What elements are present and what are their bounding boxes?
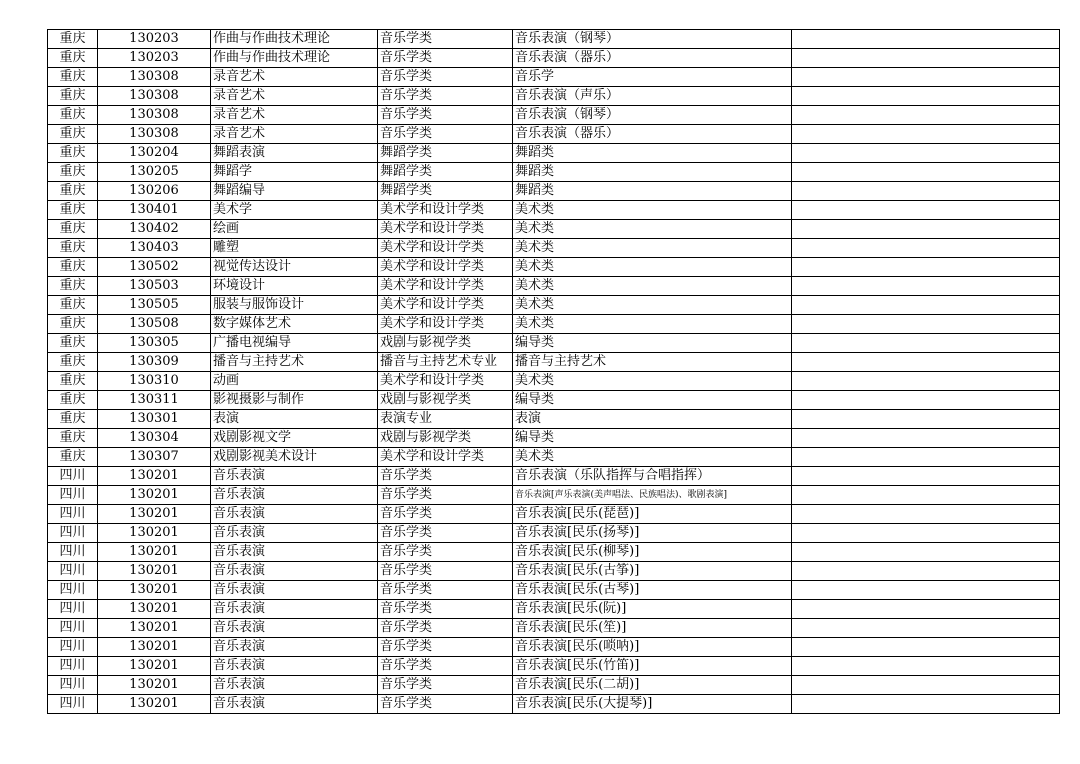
note-cell	[792, 505, 1060, 524]
province-cell: 重庆	[48, 296, 98, 315]
province-cell: 重庆	[48, 106, 98, 125]
note-cell	[792, 220, 1060, 239]
exam-type-cell: 音乐表演[民乐(二胡)]	[513, 676, 792, 695]
exam-type-cell: 编导类	[513, 391, 792, 410]
exam-type-cell: 音乐表演[民乐(柳琴)]	[513, 543, 792, 562]
major-cell: 作曲与作曲技术理论	[211, 30, 378, 49]
exam-type-cell: 音乐表演（钢琴）	[513, 30, 792, 49]
province-cell: 重庆	[48, 30, 98, 49]
code-cell: 130311	[98, 391, 211, 410]
category-cell: 音乐学类	[378, 657, 513, 676]
note-cell	[792, 429, 1060, 448]
province-cell: 四川	[48, 486, 98, 505]
province-cell: 重庆	[48, 201, 98, 220]
code-cell: 130301	[98, 410, 211, 429]
table-row	[48, 676, 1060, 695]
major-cell: 音乐表演	[211, 486, 378, 505]
code-cell: 130206	[98, 182, 211, 201]
table-row	[48, 410, 1060, 429]
major-cell: 作曲与作曲技术理论	[211, 49, 378, 68]
code-cell: 130402	[98, 220, 211, 239]
major-cell: 美术学	[211, 201, 378, 220]
exam-type-cell: 音乐表演[民乐(大提琴)]	[513, 695, 792, 714]
province-cell: 四川	[48, 581, 98, 600]
code-cell: 130503	[98, 277, 211, 296]
exam-type-cell: 美术类	[513, 201, 792, 220]
exam-type-cell: 编导类	[513, 429, 792, 448]
major-cell: 音乐表演	[211, 543, 378, 562]
table-row	[48, 391, 1060, 410]
code-cell: 130308	[98, 125, 211, 144]
exam-type-cell: 美术类	[513, 277, 792, 296]
note-cell	[792, 258, 1060, 277]
code-cell: 130203	[98, 49, 211, 68]
province-cell: 四川	[48, 676, 98, 695]
province-cell: 重庆	[48, 429, 98, 448]
province-cell: 重庆	[48, 125, 98, 144]
category-cell: 音乐学类	[378, 467, 513, 486]
exam-type-cell: 音乐表演（钢琴）	[513, 106, 792, 125]
code-cell: 130308	[98, 87, 211, 106]
category-cell: 音乐学类	[378, 49, 513, 68]
category-cell: 播音与主持艺术专业	[378, 353, 513, 372]
major-cell: 雕塑	[211, 239, 378, 258]
major-cell: 音乐表演	[211, 695, 378, 714]
province-cell: 重庆	[48, 277, 98, 296]
table-row	[48, 619, 1060, 638]
note-cell	[792, 68, 1060, 87]
category-cell: 美术学和设计学类	[378, 372, 513, 391]
table-row	[48, 220, 1060, 239]
major-cell: 舞蹈表演	[211, 144, 378, 163]
table-row	[48, 581, 1060, 600]
table-row	[48, 87, 1060, 106]
category-cell: 音乐学类	[378, 638, 513, 657]
category-cell: 音乐学类	[378, 30, 513, 49]
table-row	[48, 486, 1060, 505]
code-cell: 130403	[98, 239, 211, 258]
province-cell: 重庆	[48, 68, 98, 87]
exam-type-cell: 舞蹈类	[513, 182, 792, 201]
table-row	[48, 163, 1060, 182]
table-row	[48, 429, 1060, 448]
category-cell: 美术学和设计学类	[378, 239, 513, 258]
exam-type-cell: 音乐表演[民乐(阮)]	[513, 600, 792, 619]
note-cell	[792, 144, 1060, 163]
note-cell	[792, 467, 1060, 486]
table-row	[48, 125, 1060, 144]
table-row	[48, 695, 1060, 714]
exam-type-cell: 音乐表演[民乐(古筝)]	[513, 562, 792, 581]
category-cell: 音乐学类	[378, 125, 513, 144]
category-cell: 舞蹈学类	[378, 163, 513, 182]
exam-type-cell: 音乐表演[民乐(扬琴)]	[513, 524, 792, 543]
province-cell: 重庆	[48, 220, 98, 239]
table-row	[48, 467, 1060, 486]
table-row	[48, 638, 1060, 657]
category-cell: 美术学和设计学类	[378, 220, 513, 239]
category-cell: 戏剧与影视学类	[378, 334, 513, 353]
note-cell	[792, 163, 1060, 182]
table-row	[48, 258, 1060, 277]
code-cell: 130508	[98, 315, 211, 334]
exam-type-cell: 音乐表演[声乐表演(美声唱法、民族唱法)、歌剧表演]	[513, 486, 792, 505]
note-cell	[792, 201, 1060, 220]
code-cell: 130309	[98, 353, 211, 372]
province-cell: 重庆	[48, 163, 98, 182]
note-cell	[792, 410, 1060, 429]
exam-type-cell: 舞蹈类	[513, 163, 792, 182]
major-cell: 表演	[211, 410, 378, 429]
table-row	[48, 657, 1060, 676]
province-cell: 四川	[48, 619, 98, 638]
major-cell: 录音艺术	[211, 87, 378, 106]
table-row	[48, 277, 1060, 296]
province-cell: 重庆	[48, 448, 98, 467]
major-cell: 音乐表演	[211, 524, 378, 543]
category-cell: 音乐学类	[378, 543, 513, 562]
province-cell: 重庆	[48, 144, 98, 163]
category-cell: 戏剧与影视学类	[378, 391, 513, 410]
table-row	[48, 201, 1060, 220]
category-cell: 美术学和设计学类	[378, 448, 513, 467]
category-cell: 音乐学类	[378, 505, 513, 524]
note-cell	[792, 543, 1060, 562]
table-row	[48, 182, 1060, 201]
category-cell: 音乐学类	[378, 600, 513, 619]
major-cell: 录音艺术	[211, 125, 378, 144]
exam-type-cell: 表演	[513, 410, 792, 429]
note-cell	[792, 315, 1060, 334]
exam-type-cell: 音乐学	[513, 68, 792, 87]
major-cell: 服装与服饰设计	[211, 296, 378, 315]
note-cell	[792, 296, 1060, 315]
table-row	[48, 524, 1060, 543]
major-cell: 音乐表演	[211, 638, 378, 657]
code-cell: 130307	[98, 448, 211, 467]
exam-type-cell: 美术类	[513, 296, 792, 315]
category-cell: 舞蹈学类	[378, 182, 513, 201]
note-cell	[792, 277, 1060, 296]
major-cell: 戏剧影视美术设计	[211, 448, 378, 467]
category-cell: 音乐学类	[378, 695, 513, 714]
note-cell	[792, 182, 1060, 201]
exam-type-cell: 音乐表演[民乐(古琴)]	[513, 581, 792, 600]
note-cell	[792, 30, 1060, 49]
code-cell: 130201	[98, 657, 211, 676]
category-cell: 美术学和设计学类	[378, 296, 513, 315]
major-cell: 音乐表演	[211, 505, 378, 524]
category-cell: 美术学和设计学类	[378, 277, 513, 296]
code-cell: 130308	[98, 68, 211, 87]
code-cell: 130304	[98, 429, 211, 448]
exam-type-cell: 音乐表演（器乐）	[513, 125, 792, 144]
note-cell	[792, 676, 1060, 695]
exam-type-cell: 美术类	[513, 239, 792, 258]
table-body	[48, 30, 1060, 714]
exam-type-cell: 美术类	[513, 372, 792, 391]
category-cell: 表演专业	[378, 410, 513, 429]
table-row	[48, 106, 1060, 125]
exam-type-cell: 音乐表演[民乐(竹笛)]	[513, 657, 792, 676]
note-cell	[792, 695, 1060, 714]
table-row	[48, 30, 1060, 49]
exam-type-cell: 音乐表演[民乐(笙)]	[513, 619, 792, 638]
table-row	[48, 239, 1060, 258]
province-cell: 四川	[48, 638, 98, 657]
table-row	[48, 315, 1060, 334]
table-row	[48, 334, 1060, 353]
province-cell: 四川	[48, 524, 98, 543]
data-table	[47, 29, 1060, 714]
major-cell: 音乐表演	[211, 657, 378, 676]
province-cell: 四川	[48, 467, 98, 486]
major-cell: 音乐表演	[211, 619, 378, 638]
exam-type-cell: 舞蹈类	[513, 144, 792, 163]
province-cell: 重庆	[48, 372, 98, 391]
note-cell	[792, 391, 1060, 410]
province-cell: 四川	[48, 505, 98, 524]
province-cell: 四川	[48, 695, 98, 714]
note-cell	[792, 125, 1060, 144]
major-cell: 录音艺术	[211, 106, 378, 125]
major-cell: 广播电视编导	[211, 334, 378, 353]
province-cell: 重庆	[48, 49, 98, 68]
province-cell: 重庆	[48, 353, 98, 372]
code-cell: 130310	[98, 372, 211, 391]
major-cell: 舞蹈学	[211, 163, 378, 182]
note-cell	[792, 353, 1060, 372]
code-cell: 130203	[98, 30, 211, 49]
code-cell: 130205	[98, 163, 211, 182]
table-row	[48, 448, 1060, 467]
code-cell: 130305	[98, 334, 211, 353]
code-cell: 130201	[98, 505, 211, 524]
major-cell: 播音与主持艺术	[211, 353, 378, 372]
note-cell	[792, 106, 1060, 125]
code-cell: 130308	[98, 106, 211, 125]
table-row	[48, 372, 1060, 391]
table-row	[48, 296, 1060, 315]
major-cell: 戏剧影视文学	[211, 429, 378, 448]
exam-type-cell: 美术类	[513, 258, 792, 277]
category-cell: 舞蹈学类	[378, 144, 513, 163]
code-cell: 130502	[98, 258, 211, 277]
exam-type-cell: 美术类	[513, 220, 792, 239]
exam-type-cell: 美术类	[513, 315, 792, 334]
exam-type-cell: 音乐表演（乐队指挥与合唱指挥）	[513, 467, 792, 486]
major-cell: 音乐表演	[211, 676, 378, 695]
code-cell: 130201	[98, 486, 211, 505]
table-row	[48, 600, 1060, 619]
major-cell: 数字媒体艺术	[211, 315, 378, 334]
note-cell	[792, 638, 1060, 657]
major-cell: 音乐表演	[211, 562, 378, 581]
code-cell: 130201	[98, 600, 211, 619]
province-cell: 四川	[48, 657, 98, 676]
province-cell: 重庆	[48, 391, 98, 410]
code-cell: 130201	[98, 524, 211, 543]
note-cell	[792, 239, 1060, 258]
category-cell: 音乐学类	[378, 486, 513, 505]
exam-type-cell: 音乐表演（器乐）	[513, 49, 792, 68]
major-cell: 音乐表演	[211, 600, 378, 619]
category-cell: 音乐学类	[378, 562, 513, 581]
code-cell: 130201	[98, 619, 211, 638]
major-cell: 音乐表演	[211, 581, 378, 600]
exam-type-cell: 播音与主持艺术	[513, 353, 792, 372]
province-cell: 重庆	[48, 182, 98, 201]
note-cell	[792, 562, 1060, 581]
note-cell	[792, 619, 1060, 638]
category-cell: 音乐学类	[378, 106, 513, 125]
major-cell: 绘画	[211, 220, 378, 239]
province-cell: 重庆	[48, 258, 98, 277]
category-cell: 音乐学类	[378, 87, 513, 106]
exam-type-cell: 音乐表演（声乐）	[513, 87, 792, 106]
province-cell: 重庆	[48, 334, 98, 353]
province-cell: 四川	[48, 600, 98, 619]
province-cell: 四川	[48, 543, 98, 562]
table-row	[48, 543, 1060, 562]
code-cell: 130201	[98, 638, 211, 657]
note-cell	[792, 486, 1060, 505]
code-cell: 130201	[98, 676, 211, 695]
table-row	[48, 144, 1060, 163]
category-cell: 美术学和设计学类	[378, 315, 513, 334]
category-cell: 美术学和设计学类	[378, 201, 513, 220]
category-cell: 音乐学类	[378, 676, 513, 695]
exam-type-cell: 音乐表演[民乐(唢呐)]	[513, 638, 792, 657]
major-cell: 视觉传达设计	[211, 258, 378, 277]
note-cell	[792, 87, 1060, 106]
table-row	[48, 353, 1060, 372]
note-cell	[792, 524, 1060, 543]
table-row	[48, 562, 1060, 581]
code-cell: 130401	[98, 201, 211, 220]
code-cell: 130201	[98, 543, 211, 562]
province-cell: 重庆	[48, 239, 98, 258]
major-cell: 舞蹈编导	[211, 182, 378, 201]
category-cell: 音乐学类	[378, 68, 513, 87]
table-row	[48, 68, 1060, 87]
note-cell	[792, 334, 1060, 353]
category-cell: 美术学和设计学类	[378, 258, 513, 277]
province-cell: 重庆	[48, 315, 98, 334]
province-cell: 重庆	[48, 87, 98, 106]
code-cell: 130201	[98, 695, 211, 714]
category-cell: 音乐学类	[378, 581, 513, 600]
exam-type-cell: 音乐表演[民乐(琵琶)]	[513, 505, 792, 524]
exam-type-cell: 编导类	[513, 334, 792, 353]
table-row	[48, 49, 1060, 68]
note-cell	[792, 581, 1060, 600]
code-cell: 130201	[98, 467, 211, 486]
major-cell: 动画	[211, 372, 378, 391]
note-cell	[792, 448, 1060, 467]
major-cell: 影视摄影与制作	[211, 391, 378, 410]
category-cell: 音乐学类	[378, 619, 513, 638]
note-cell	[792, 49, 1060, 68]
code-cell: 130204	[98, 144, 211, 163]
category-cell: 戏剧与影视学类	[378, 429, 513, 448]
code-cell: 130201	[98, 581, 211, 600]
category-cell: 音乐学类	[378, 524, 513, 543]
note-cell	[792, 600, 1060, 619]
note-cell	[792, 657, 1060, 676]
code-cell: 130505	[98, 296, 211, 315]
note-cell	[792, 372, 1060, 391]
province-cell: 四川	[48, 562, 98, 581]
table-row	[48, 505, 1060, 524]
exam-type-cell: 美术类	[513, 448, 792, 467]
major-cell: 环境设计	[211, 277, 378, 296]
major-cell: 录音艺术	[211, 68, 378, 87]
province-cell: 重庆	[48, 410, 98, 429]
code-cell: 130201	[98, 562, 211, 581]
major-cell: 音乐表演	[211, 467, 378, 486]
